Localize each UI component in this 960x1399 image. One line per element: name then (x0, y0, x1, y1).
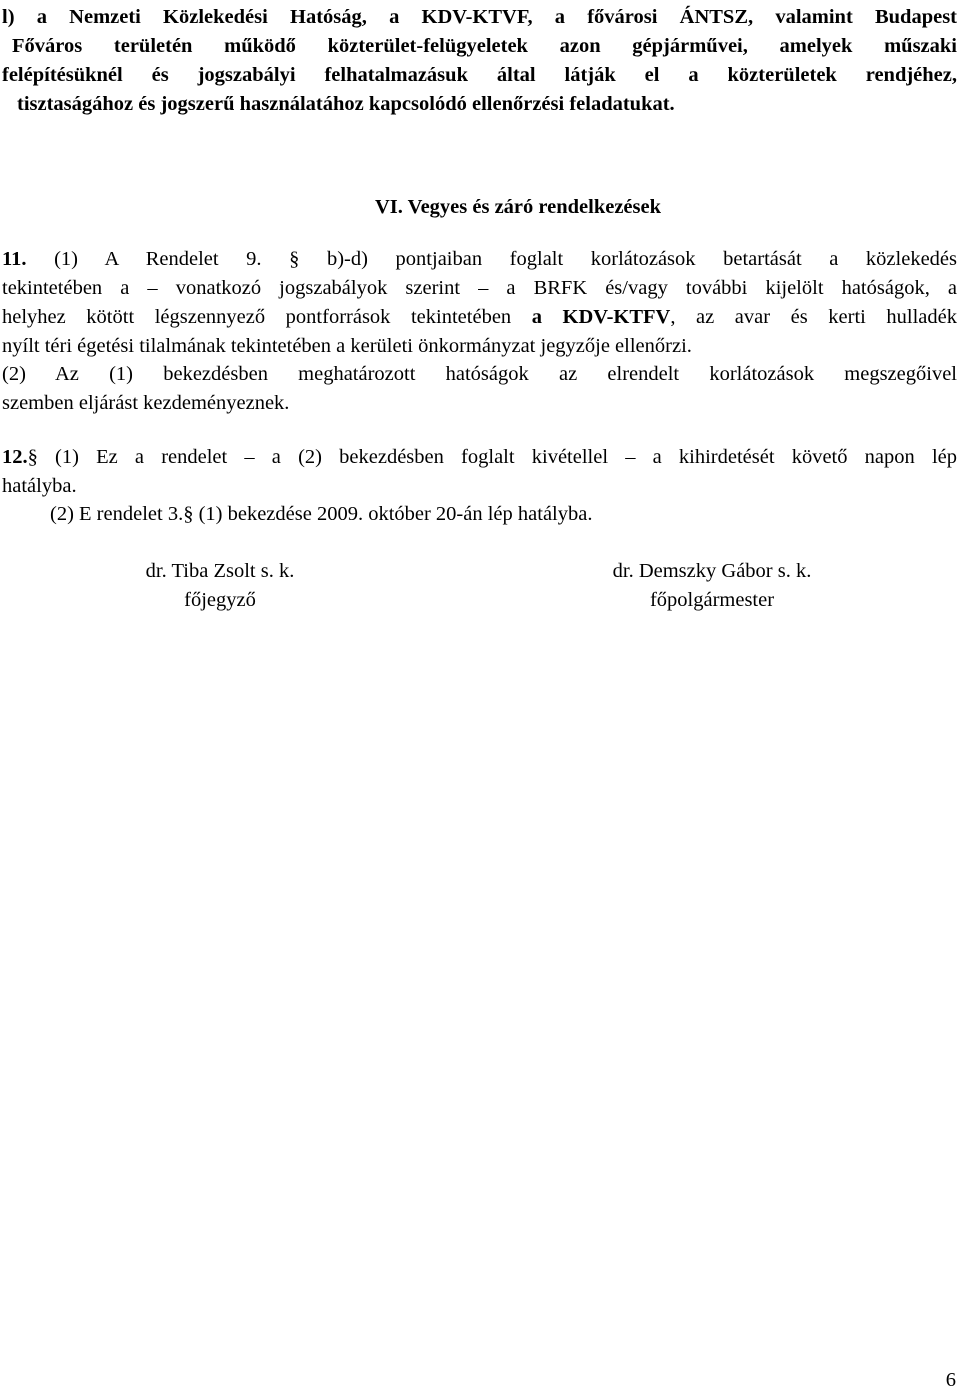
paragraph-l (2, 3, 957, 119)
signature-right-title: főpolgármester (649, 589, 775, 611)
paragraph-l-line-2: Főváros területén működő közterület-felügyeletek azon gépjárművei, amelyek műszaki (12, 35, 957, 57)
section-title: VI. Vegyes és záró rendelkezések (374, 196, 661, 218)
paragraph-l-line-4: tisztaságához és jogszerű használatához kapcsolódó ellenőrzési feladatukat. (17, 93, 675, 115)
paragraph-11-line-1 (2, 245, 957, 274)
paragraph-12 (2, 443, 957, 501)
paragraph-12-line-1-rest: § (1) Ez a rendelet – a (2) bekezdésben foglalt kivétellel – a kihirdetését követő napon lép (27, 446, 957, 468)
paragraph-11-line-2: tekintetében a – vonatkozó jogszabályok szerint – a BRFK és/vagy további kijelölt hatóságok, a (2, 277, 957, 299)
page-number: 6 (945, 1369, 956, 1391)
paragraph-l-line-3: felépítésüknél és jogszabályi felhatalmazásuk által látják el a közterületek rendjéhez, (2, 64, 957, 86)
paragraph-11-line-3-pre: helyhez kötött légszennyező pontforrások tekintetében (2, 306, 532, 328)
paragraph-12-line-1 (2, 443, 957, 472)
paragraph-11-line-4: nyílt téri égetési tilalmának tekintetében a kerületi önkormányzat jegyzője ellenőrzi. (2, 335, 692, 357)
signature-left-name: dr. Tiba Zsolt s. k. (145, 560, 295, 582)
paragraph-11-2-line-1: (2) Az (1) bekezdésben meghatározott hatóságok az elrendelt korlátozások megszegőivel (2, 363, 957, 385)
signature-left-title: főjegyző (184, 589, 256, 611)
paragraph-11-line-3 (2, 303, 957, 332)
paragraph-11-prefix: (1) A Rendelet 9. (54, 248, 290, 270)
paragraph-11-number: 11. (2, 248, 55, 270)
paragraph-l-line-1: l) a Nemzeti Közlekedési Hatóság, a KDV-KTVF, a fővárosi ÁNTSZ, valamint Budapest (2, 6, 957, 28)
paragraph-11-2-line-2: szemben eljárást kezdeményeznek. (2, 392, 290, 414)
paragraph-12-line-2: hatályba. (2, 475, 77, 497)
paragraph-11-line-1-rest: § b)-d) pontjaiban foglalt korlátozások betartását a közlekedés (289, 248, 957, 270)
paragraph-12-number: 12. (2, 446, 28, 468)
signature-right (572, 557, 852, 615)
signature-left (110, 557, 330, 615)
authority-name: a KDV-KTFV (531, 306, 671, 328)
signature-right-name: dr. Demszky Gábor s. k. (612, 560, 812, 582)
paragraph-11-line-3-post: , az avar és kerti hulladék (670, 306, 957, 328)
paragraph-11-2 (2, 360, 957, 418)
paragraph-12-2: (2) E rendelet 3.§ (1) bekezdése 2009. október 20-án lép hatályba. (50, 503, 593, 525)
paragraph-11 (2, 245, 957, 361)
